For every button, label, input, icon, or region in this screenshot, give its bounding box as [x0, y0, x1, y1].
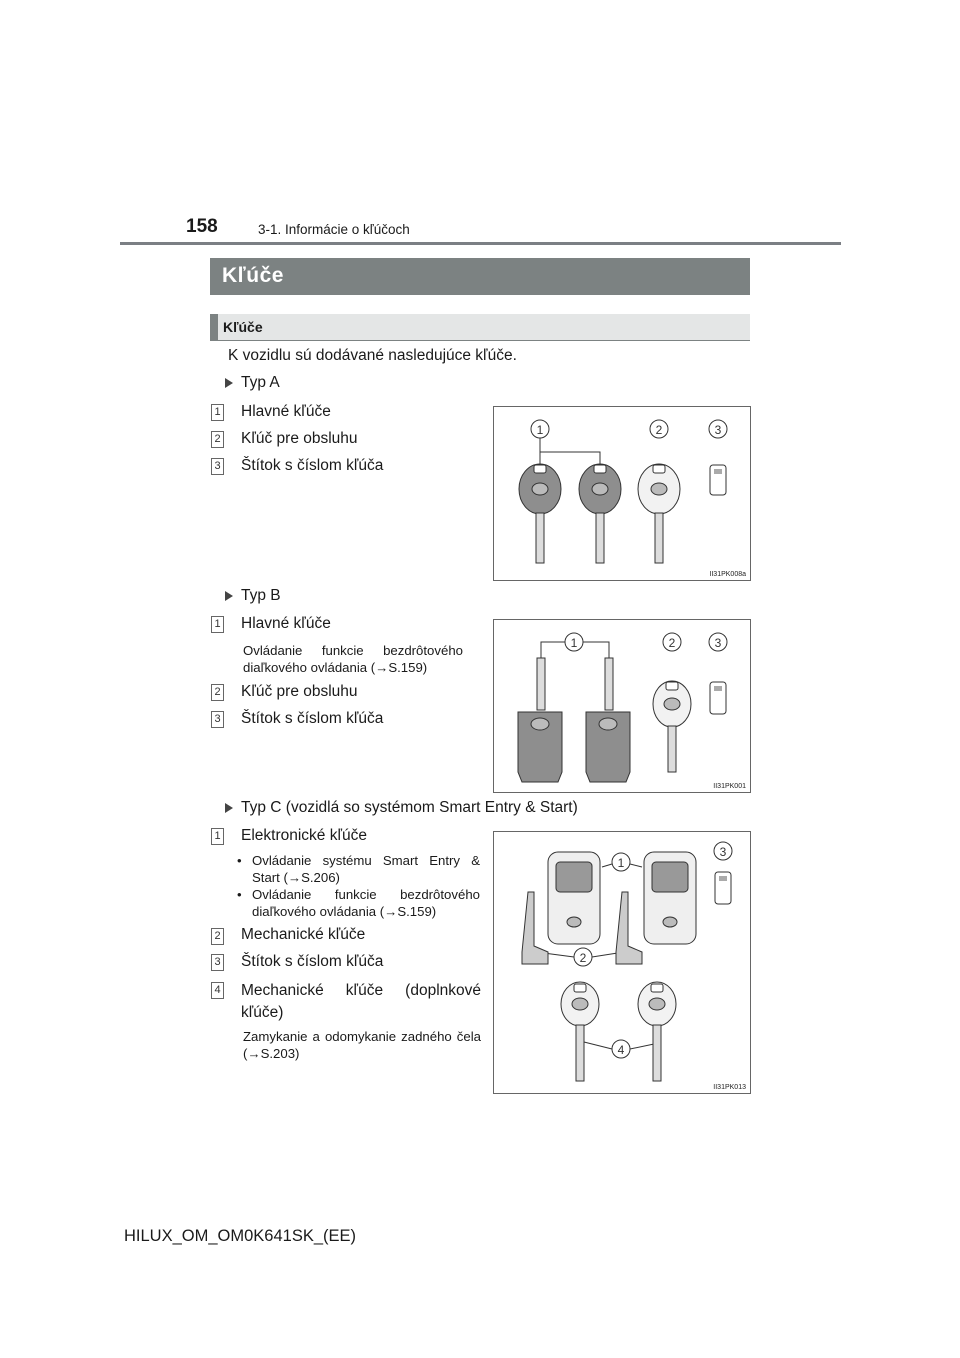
- type-a-label: Typ A: [241, 374, 280, 391]
- type-b-figure: [493, 619, 751, 793]
- callout-2: 2: [579, 951, 587, 965]
- triangle-bullet-icon: [225, 591, 233, 601]
- bullet-dot: •: [237, 853, 242, 868]
- item-number: 4: [211, 982, 224, 999]
- subsection-bar: [210, 314, 218, 340]
- item-number: 1: [211, 404, 224, 421]
- figure-code: II31PK013: [713, 1084, 746, 1091]
- item-number: 3: [211, 458, 224, 475]
- type-c-item-3: Štítok s číslom kľúča: [241, 953, 384, 970]
- callout-3: 3: [714, 636, 722, 650]
- subsection-title: Kľúče: [223, 319, 263, 335]
- figure-code: II31PK008a: [709, 571, 746, 578]
- callout-1: 1: [617, 856, 625, 870]
- type-c-bullet-2: Ovládanie funkcie bezdrôtového diaľkového ovládania (→S.159): [252, 887, 480, 919]
- type-c-heading: [225, 799, 578, 817]
- type-b-item-2: Kľúč pre obsluhu: [241, 683, 358, 700]
- section-title: Kľúče: [222, 264, 284, 287]
- callout-3: 3: [719, 845, 727, 859]
- subsection-heading: [210, 314, 750, 340]
- item-number: 1: [211, 828, 224, 845]
- callout-2: 2: [655, 423, 663, 437]
- keys-illustration-c: [494, 832, 750, 1093]
- callout-1: 1: [536, 423, 544, 437]
- type-b-label: Typ B: [241, 587, 281, 604]
- triangle-bullet-icon: [225, 378, 233, 388]
- triangle-bullet-icon: [225, 803, 233, 813]
- callout-3: 3: [714, 423, 722, 437]
- item-number: 3: [211, 954, 224, 971]
- section-heading: [210, 258, 750, 295]
- bullet-dot: •: [237, 887, 242, 902]
- item-number: 2: [211, 928, 224, 945]
- item-number: 3: [211, 711, 224, 728]
- page-number: 158: [186, 216, 218, 237]
- type-c-item-1: Elektronické kľúče: [241, 827, 367, 844]
- type-a-item-1: Hlavné kľúče: [241, 403, 331, 420]
- subsection-divider: [210, 340, 750, 341]
- keys-illustration-a: [494, 407, 750, 580]
- keys-illustration-b: [494, 620, 750, 792]
- type-c-item-4: Mechanické kľúče (doplnkové kľúče): [241, 982, 481, 1021]
- type-b-item-1: Hlavné kľúče: [241, 615, 331, 632]
- callout-1: 1: [570, 636, 578, 650]
- type-a-item-2: Kľúč pre obsluhu: [241, 430, 358, 447]
- item-number: 1: [211, 616, 224, 633]
- type-b-item-1-note: Ovládanie funkcie bezdrôtového diaľkového ovládania (→S.159): [243, 643, 463, 675]
- type-a-item-3: Štítok s číslom kľúča: [241, 457, 384, 474]
- callout-2: 2: [668, 636, 676, 650]
- type-c-bullet-1: Ovládanie systému Smart Entry & Start (→S.206): [252, 853, 480, 885]
- header-divider: [120, 242, 841, 245]
- chapter-title: 3-1. Informácie o kľúčoch: [258, 222, 410, 237]
- item-number: 2: [211, 431, 224, 448]
- type-c-item-2: Mechanické kľúče: [241, 926, 366, 943]
- type-c-figure: [493, 831, 751, 1094]
- intro-text: K vozidlu sú dodávané nasledujúce kľúče.: [228, 347, 517, 364]
- document-id: HILUX_OM_OM0K641SK_(EE): [124, 1227, 357, 1245]
- callout-4: 4: [617, 1043, 625, 1057]
- type-c-label: Typ C (vozidlá so systémom Smart Entry & Start): [241, 799, 578, 816]
- type-c-item-4-note: Zamykanie a odomykanie zadného čela (→S.203): [243, 1029, 481, 1061]
- type-b-heading: [225, 587, 281, 605]
- item-number: 2: [211, 684, 224, 701]
- type-a-heading: [225, 374, 280, 392]
- type-b-item-3: Štítok s číslom kľúča: [241, 710, 384, 727]
- type-a-figure: [493, 406, 751, 581]
- figure-code: II31PK001: [713, 783, 746, 790]
